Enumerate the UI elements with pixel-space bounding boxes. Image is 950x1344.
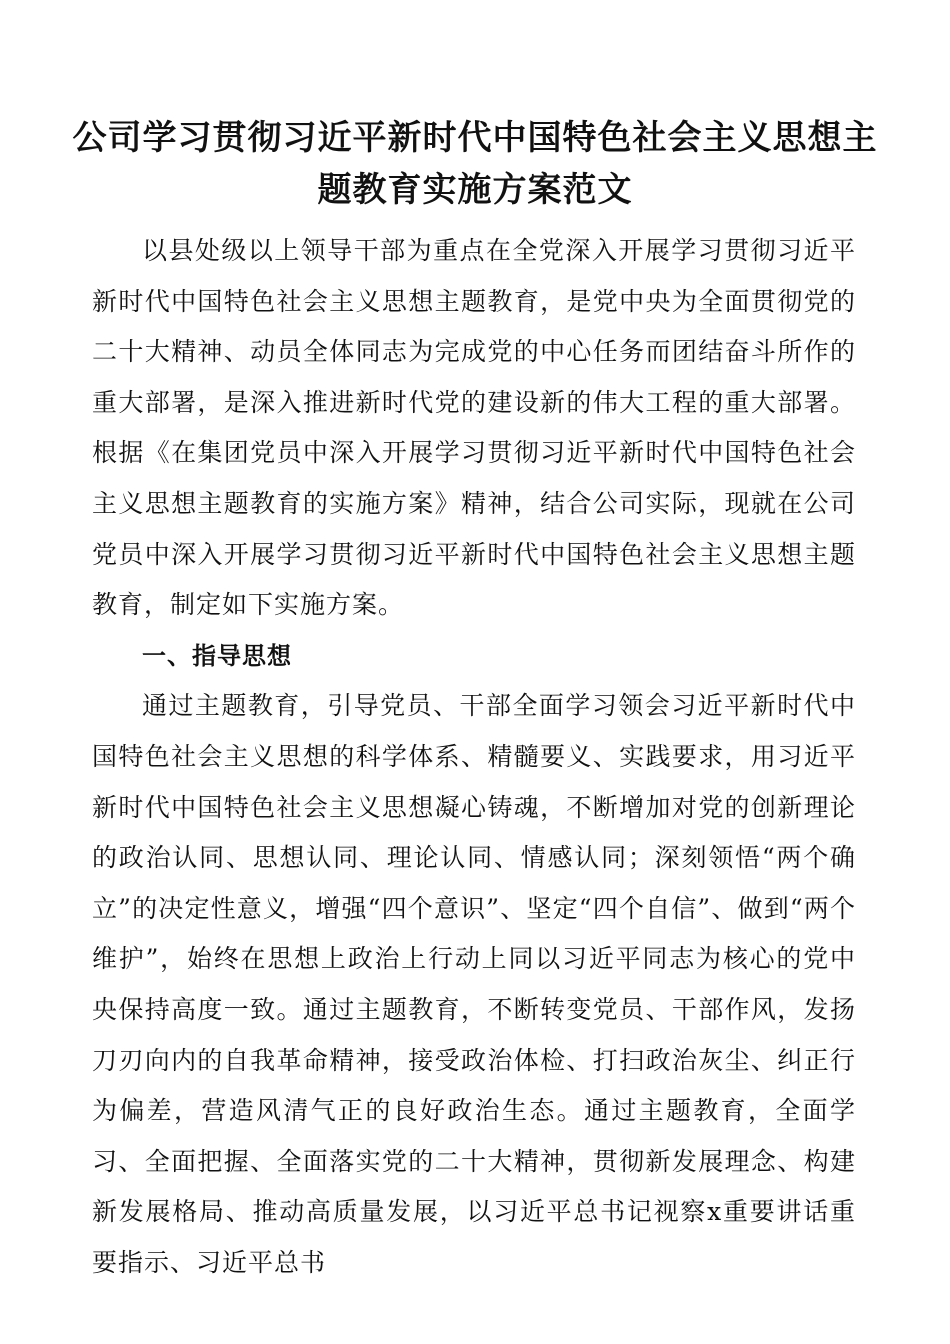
document-title: 公司学习贯彻习近平新时代中国特色社会主义思想主题教育实施方案范文 — [72, 118, 878, 210]
document-body — [92, 226, 856, 1288]
intro-paragraph: 以县处级以上领导干部为重点在全党深入开展学习贯彻习近平新时代中国特色社会主义思想主题教育，是党中央为全面贯彻党的二十大精神、动员全体同志为完成党的中心任务而团结奋斗所作的重大部署，是深入推进新时代党的建设新的伟大工程的重大部署。根据《在集团党员中深入开展学习贯彻习近平新时代中国特色社会主义思想主题教育的实施方案》精神，结合公司实际，现就在公司党员中深入开展学习贯彻习近平新时代中国特色社会主义思想主题教育，制定如下实施方案。 — [92, 236, 856, 620]
section-heading-guiding-ideology: 一、指导思想 — [142, 641, 292, 670]
section-paragraph-guiding-ideology: 通过主题教育，引导党员、干部全面学习领会习近平新时代中国特色社会主义思想的科学体系、精髓要义、实践要求，用习近平新时代中国特色社会主义思想凝心铸魂，不断增加对党的创新理论的政治认同、思想认同、理论认同、情感认同；深刻领悟“两个确立”的决定性意义，增强“四个意识”、坚定“四个自信”、做到“两个维护”，始终在思想上政治上行动上同以习近平同志为核心的党中央保持高度一致。通过主题教育，不断转变党员、干部作风，发扬刀刃向内的自我革命精神，接受政治体检、打扫政治灰尘、纠正行为偏差，营造风清气正的良好政治生态。通过主题教育，全面学习、全面把握、全面落实党的二十大精神，贯彻新发展理念、构建新发展格局、推动高质量发展，以习近平总书记视察x重要讲话重要指示、习近平总书 — [92, 691, 856, 1277]
